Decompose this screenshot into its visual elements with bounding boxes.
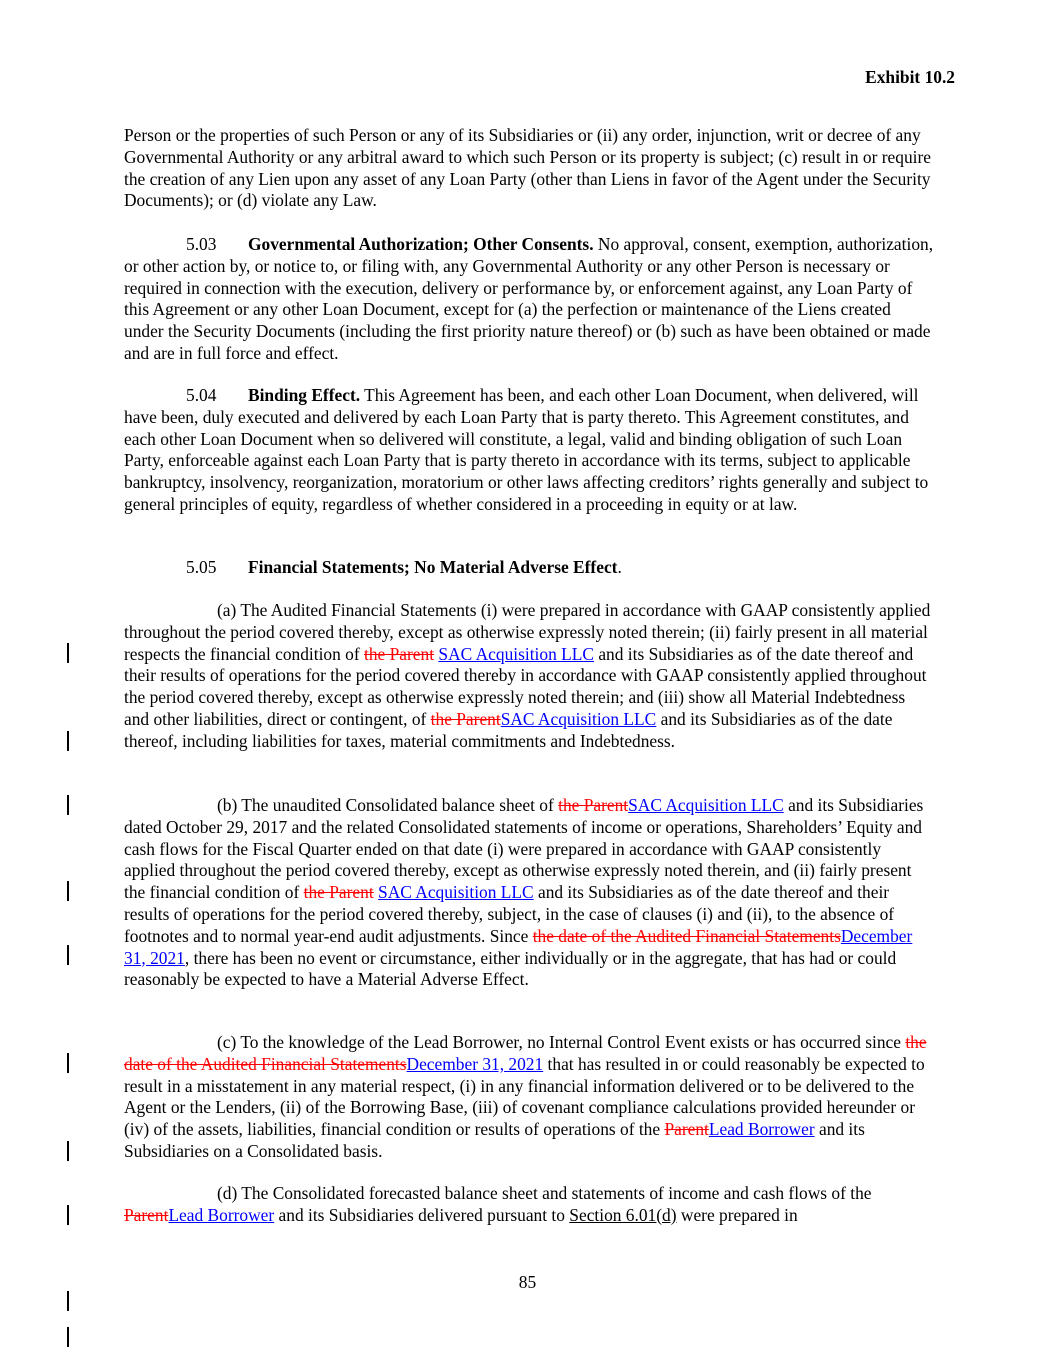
change-bar [67, 1053, 69, 1073]
section-heading: Governmental Authorization; Other Consents. [248, 234, 594, 254]
inserted-text: Lead Borrower [168, 1204, 275, 1225]
section-text: This Agreement has been, and each other Loan Document, when delivered, will have been, duly executed and delivered by each Loan Party that is party thereto. This Agreement constitutes, and each other Loan Document when so delivered will constitute, a legal, valid and binding obligation of such Loan Party, enforceable against each Loan Party that is party thereto in accordance with its terms, subject to applicable bankruptcy, insolvency, reorganization, moratorium or other laws affecting creditors’ rights generally and subject to general principles of equity, regardless of whether considered in a proceeding in equity or at law. [124, 385, 929, 514]
text-run: , there has been no event or circumstance, either individually or in the aggregate, that has had or could reasonably be expected to have a Material Adverse Effect. [124, 947, 897, 990]
text-run: and its Subsidiaries as of the date thereof and their results of operations for the period covered thereby in accordance with GAAP consistently applied throughout the period covered thereby, except as otherwise expressly noted therein; and (iii) show all Material Indebtedness and other liabilities, direct or contingent, of [124, 643, 927, 729]
inserted-text: SAC Acquisition LLC [500, 708, 657, 729]
text-run: and its Subsidiaries dated October 29, 2017 and the related Consolidated statements of income or operations, Shareholders’ Equity and cash flows for the Fiscal Quarter ended on that date (i) were prepared in accordance with GAAP consistently applied throughout the period covered thereby, except as otherwise expressly noted therein, and (ii) fairly present the financial condition of [124, 795, 924, 903]
section-number: 5.04 [186, 385, 217, 405]
section-heading: Binding Effect. [248, 385, 361, 405]
text-run: were prepared in [676, 1204, 798, 1225]
section-5-04 [124, 385, 934, 516]
change-bar [67, 1141, 69, 1161]
inserted-text: December 31, 2021 [124, 925, 913, 968]
section-heading: Financial Statements; No Material Adverse Effect [248, 557, 618, 577]
page-number: 85 [518, 1272, 537, 1292]
deleted-text: the date of the Audited Financial Statements [124, 1032, 927, 1074]
text-run: that has resulted in or could reasonably be expected to result in a misstatement in any material respect, (i) in any financial information delivered or to be delivered to the Agent or the Lenders, (ii) of the Borrowing Base, (iii) of covenant compliance calculations provided hereunder or (iv) of the assets, liabilities, financial condition or results of operations of the [124, 1053, 925, 1140]
change-bar [67, 1205, 69, 1225]
change-bar [67, 1291, 69, 1311]
paragraph-text: Person or the properties of such Person or any of its Subsidiaries or (ii) any order, injunction, writ or decree of any Governmental Authority or any arbitral award to which such Person or its property is subject; (c) result in or require the creation of any Lien upon any asset of any Loan Party (other than Liens in favor of the Agent under the Security Documents); or (d) violate any Law. [124, 125, 931, 211]
deleted-text: the Parent [364, 643, 435, 664]
paragraph-c [124, 1032, 934, 1163]
section-period: . [617, 557, 622, 577]
inserted-text: SAC Acquisition LLC [378, 882, 534, 903]
deleted-text: the Parent [303, 882, 374, 903]
change-bar [67, 731, 69, 751]
section-5-03 [124, 234, 934, 365]
text-run: and its Subsidiaries on a Consolidated basis. [124, 1119, 865, 1161]
change-bar [67, 643, 69, 663]
inserted-text: SAC Acquisition LLC [628, 795, 784, 815]
text-run: (a) The Audited Financial Statements (i) were prepared in accordance with GAAP consistently applied throughout the period covered thereby, except as otherwise expressly noted therein; (ii) fairly present in all material respects the financial condition of [124, 600, 931, 664]
change-bar [67, 1327, 69, 1347]
paragraph-d [124, 1183, 934, 1227]
section-reference: Section 6.01(d) [569, 1204, 677, 1225]
paragraph-a [124, 600, 934, 753]
change-bar [67, 881, 69, 901]
inserted-text: Lead Borrower [708, 1119, 815, 1140]
exhibit-label: Exhibit 10.2 [865, 67, 955, 87]
paragraph-continuation [124, 125, 934, 212]
text-run: and its Subsidiaries as of the date thereof and their results of operations for the period covered thereby, subject, in the case of clauses (i) and (ii), to the absence of footnotes and to normal year-end audit adjustments. Since [124, 882, 895, 946]
deleted-text: Parent [124, 1204, 169, 1225]
deleted-text: the Parent [558, 795, 629, 815]
paragraph-b [124, 795, 934, 991]
deleted-text: the Parent [430, 708, 501, 729]
deleted-text: Parent [664, 1119, 709, 1140]
section-5-05 [124, 557, 934, 579]
deleted-text: the date of the Audited Financial Statements [532, 925, 841, 946]
text-run: (d) The Consolidated forecasted balance sheet and statements of income and cash flows of the [217, 1183, 872, 1203]
inserted-text: December 31, 2021 [406, 1053, 544, 1074]
section-text: No approval, consent, exemption, authorization, or other action by, or notice to, or filing with, any Governmental Authority or any other Person is necessary or required in connection with the execution, delivery or performance by, or enforcement against, any Loan Party of this Agreement or any other Loan Document, except for (a) the perfection or maintenance of the Liens created under the Security Documents (including the first priority nature thereof) or (b) such as have been obtained or made and are in full force and effect. [124, 234, 934, 363]
inserted-text: SAC Acquisition LLC [438, 643, 594, 664]
text-run: (b) The unaudited Consolidated balance sheet of [217, 795, 559, 815]
change-bar [67, 945, 69, 965]
text-run: and its Subsidiaries as of the date thereof, including liabilities for taxes, material commitments and Indebtedness. [124, 708, 893, 751]
change-bar [67, 795, 69, 815]
text-run: and its Subsidiaries delivered pursuant to [274, 1204, 570, 1225]
section-number: 5.03 [186, 234, 217, 254]
text-run: (c) To the knowledge of the Lead Borrower, no Internal Control Event exists or has occurred since [217, 1032, 906, 1052]
section-number: 5.05 [186, 557, 217, 577]
